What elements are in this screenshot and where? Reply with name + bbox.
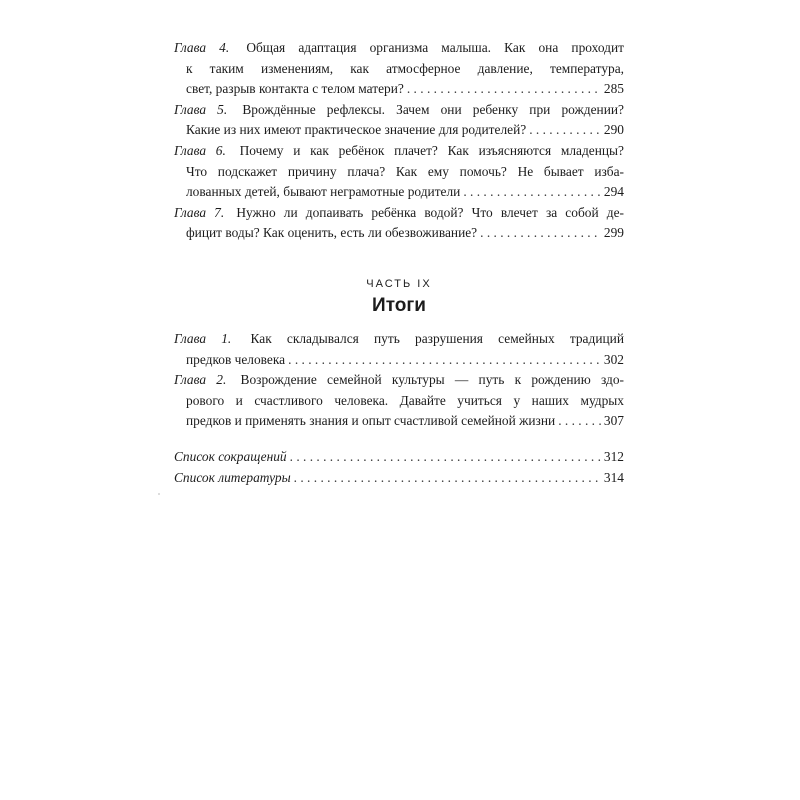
page-number: 307 (603, 413, 624, 429)
chapter-title-line: свет, разрыв контакта с телом матери? (186, 81, 404, 97)
toc-line-last (174, 182, 624, 203)
chapter-title-line: Нужно ли допаивать ребёнка водой? Что влечет за собой де- (236, 204, 624, 220)
page-number: 314 (603, 469, 624, 485)
toc-line (174, 391, 624, 412)
leader-dots (480, 223, 601, 244)
part-heading (174, 277, 624, 319)
chapter-label: Глава 5. (174, 101, 228, 117)
page-number: 290 (603, 122, 624, 138)
toc-line (174, 38, 624, 59)
leader-dots (294, 468, 601, 489)
table-of-contents (174, 38, 624, 488)
toc-line (174, 162, 624, 183)
part-label: ЧАСТЬ IX (366, 277, 432, 290)
chapter-title-line: лованных детей, бывают неграмотные родители (186, 184, 461, 200)
section-title: Список литературы (174, 469, 291, 485)
toc-line (174, 329, 624, 350)
page-number: 312 (603, 448, 624, 464)
leader-dots (529, 120, 601, 141)
chapter-label: Глава 7. (174, 204, 225, 220)
toc-entry-part-chapter-1 (174, 329, 624, 370)
chapter-title-line: Общая адаптация организма малыша. Как она проходит (246, 40, 624, 55)
toc-line-last (174, 120, 624, 141)
chapter-label: Глава 1. (174, 330, 232, 346)
toc-entry-abbreviations (174, 447, 624, 468)
chapter-label: Глава 2. (174, 372, 227, 388)
chapter-label: Глава 4. (174, 40, 230, 55)
toc-line-last (174, 79, 624, 100)
part-title: Итоги (372, 294, 426, 316)
section-spacer (174, 432, 624, 447)
chapter-label: Глава 6. (174, 142, 226, 158)
section-title: Список сокращений (174, 448, 287, 464)
toc-line-last (174, 223, 624, 244)
toc-entry-chapter-5 (174, 100, 624, 141)
page-number: 294 (603, 184, 624, 200)
toc-line (174, 141, 624, 162)
toc-line (174, 468, 624, 489)
page-speck (158, 493, 160, 495)
chapter-title-line: Врождённые рефлексы. Зачем они ребенку при рождении? (242, 101, 624, 117)
toc-line-last (174, 350, 624, 371)
chapter-title-line: предков и применять знания и опыт счастливой семейной жизни (186, 413, 556, 429)
leader-dots (407, 79, 601, 100)
toc-entry-chapter-4 (174, 38, 624, 100)
toc-line (174, 203, 624, 224)
toc-entry-references (174, 468, 624, 489)
chapter-title-line: рового и счастливого человека. Давайте учиться у наших мудрых (186, 392, 624, 408)
toc-line (174, 447, 624, 468)
leader-dots (463, 182, 601, 203)
page-number: 299 (603, 225, 624, 241)
chapter-title-line: фицит воды? Как оценить, есть ли обезвоживание? (186, 225, 478, 241)
toc-line (174, 370, 624, 391)
page-number: 302 (603, 351, 624, 367)
chapter-title-line: Почему и как ребёнок плачет? Как изъясняются младенцы? (239, 142, 624, 158)
chapter-title-line: предков человека (186, 351, 286, 367)
toc-line (174, 59, 624, 80)
leader-dots (558, 411, 601, 432)
leader-dots (288, 350, 601, 371)
leader-dots (290, 447, 601, 468)
chapter-title-line: к таким изменениям, как атмосферное давление, температура, (186, 60, 624, 76)
toc-entry-part-chapter-2 (174, 370, 624, 432)
page-number: 285 (603, 81, 624, 97)
chapter-title-line: Возрождение семейной культуры — путь к рождению здо- (240, 372, 624, 388)
toc-line (174, 100, 624, 121)
chapter-title-line: Что подскажет причину плача? Как ему помочь? Не бывает изба- (186, 163, 624, 179)
toc-entry-chapter-7 (174, 203, 624, 244)
chapter-title-line: Как складывался путь разрушения семейных традиций (250, 330, 624, 346)
toc-line-last (174, 411, 624, 432)
chapter-title-line: Какие из них имеют практическое значение для родителей? (186, 122, 527, 138)
toc-entry-chapter-6 (174, 141, 624, 203)
